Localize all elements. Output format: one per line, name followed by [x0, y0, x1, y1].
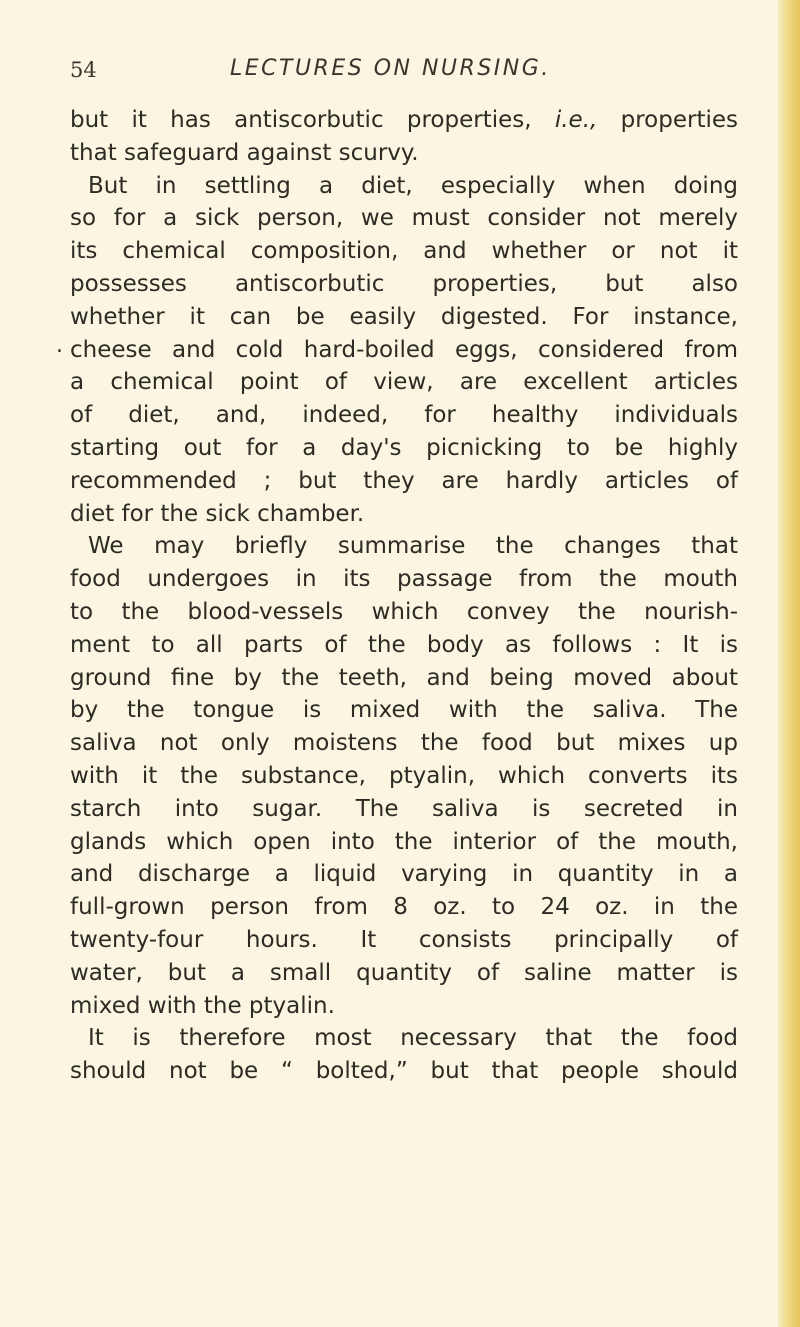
text-line: that safeguard against scurvy.: [70, 139, 419, 166]
text-line: But in settling a diet, especially when doing: [88, 172, 738, 199]
text-line: saliva not only moistens the food but mixes up: [70, 730, 738, 757]
text-line: diet for the sick chamber.: [70, 500, 365, 527]
text-line: with it the substance, ptyalin, which converts its: [70, 762, 738, 789]
text-line: starting out for a day's picnicking to be highly: [70, 434, 738, 461]
italic-abbreviation: i.e.,: [554, 107, 598, 133]
text-line: by the tongue is mixed with the saliva. The: [70, 697, 738, 724]
text-line: glands which open into the interior of the mouth,: [70, 828, 738, 855]
text-line: but it has antiscorbutic properties, i.e., properties: [70, 107, 738, 133]
text-line: We may briefly summarise the changes that: [88, 533, 738, 560]
text-line: twenty-four hours. It consists principally of: [70, 926, 738, 953]
text-line: and discharge a liquid varying in quantity in a: [70, 861, 738, 888]
text-line: food undergoes in its passage from the mouth: [70, 566, 738, 593]
text-line: . cheese and cold hard-boiled eggs, considered from: [70, 334, 738, 367]
text-line: so for a sick person, we must consider not merely: [70, 205, 738, 232]
text-line: starch into sugar. The saliva is secreted in: [70, 795, 738, 822]
text-line: recommended ; but they are hardly articles of: [70, 467, 738, 494]
text-line: a chemical point of view, are excellent articles: [70, 369, 738, 396]
running-head: LECTURES ON NURSING.: [230, 56, 551, 81]
page-header: [70, 56, 690, 92]
text-line: ground fine by the teeth, and being moved about: [70, 664, 738, 691]
text-line: possesses antiscorbutic properties, but also: [70, 270, 738, 297]
text-line: It is therefore most necessary that the food: [88, 1025, 738, 1052]
text-line: its chemical composition, and whether or not it: [70, 238, 738, 265]
text-line: full-grown person from 8 oz. to 24 oz. in the: [70, 894, 738, 921]
text-line: should not be “ bolted,” but that people should: [70, 1058, 738, 1085]
text-line: of diet, and, indeed, for healthy individuals: [70, 402, 738, 429]
body-text: [70, 104, 738, 1088]
text-line: ment to all parts of the body as follows : It is: [70, 631, 738, 658]
page-edge: [778, 0, 800, 1327]
page-number: 54: [70, 58, 97, 82]
text-line: water, but a small quantity of saline matter is: [70, 959, 738, 986]
text-line: to the blood-vessels which convey the nourish-: [70, 598, 738, 625]
text-line: mixed with the ptyalin.: [70, 992, 335, 1019]
text-line: whether it can be easily digested. For instance,: [70, 303, 738, 330]
